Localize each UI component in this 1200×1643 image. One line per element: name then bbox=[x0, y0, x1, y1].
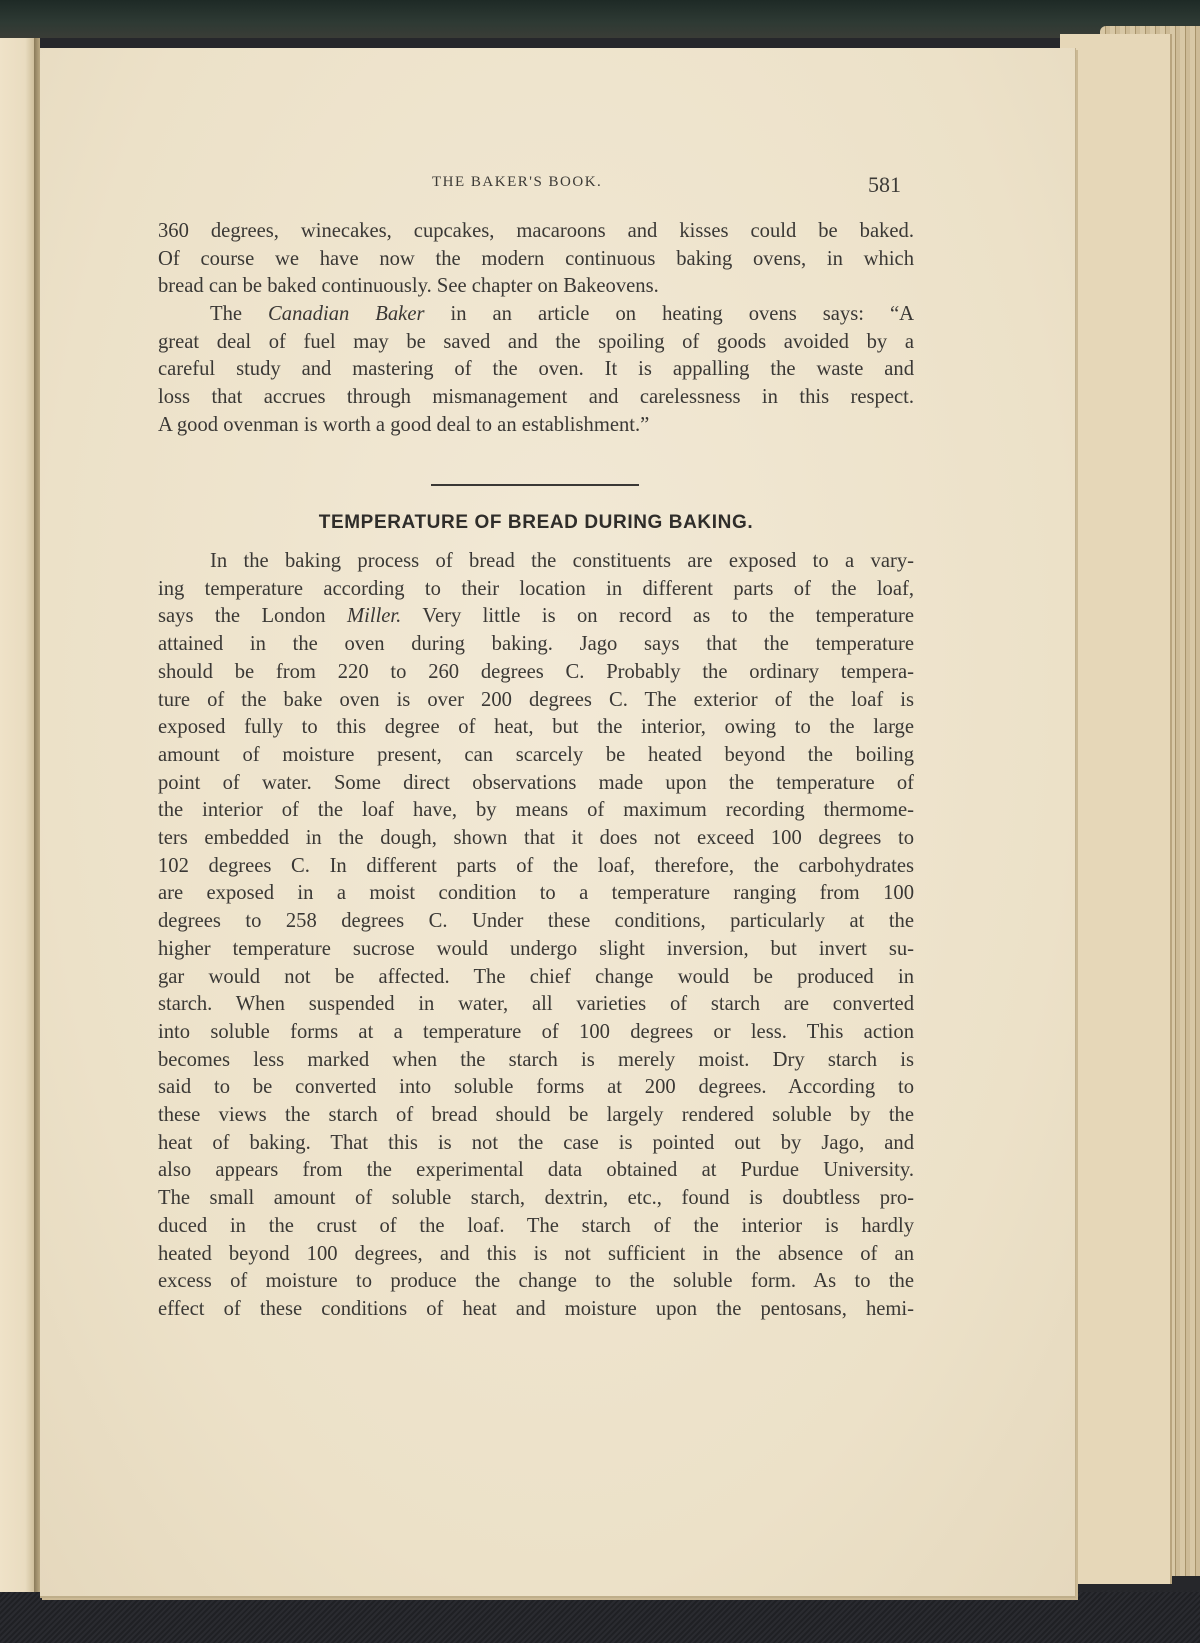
text-line: the interior of the loaf have, by means of maximum recording thermome- bbox=[158, 799, 914, 822]
paragraph-2 bbox=[158, 301, 914, 440]
text-line: should be from 220 to 260 degrees C. Probably the ordinary tempera- bbox=[158, 660, 914, 683]
text-line: ture of the bake oven is over 200 degrees C. The exterior of the loaf is bbox=[158, 688, 914, 711]
text-line: also appears from the experimental data obtained at Purdue University. bbox=[158, 1159, 914, 1182]
text-line: great deal of fuel may be saved and the spoiling of goods avoided by a bbox=[158, 330, 914, 353]
book-cover-bottom bbox=[0, 1592, 1200, 1643]
text-line: loss that accrues through mismanagement and carelessness in this respect. bbox=[158, 386, 914, 409]
publication-title: Canadian Baker bbox=[268, 303, 425, 325]
text-run: says the London bbox=[158, 605, 347, 628]
text-line: effect of these conditions of heat and moisture upon the pentosans, hemi- bbox=[158, 1297, 914, 1320]
text-line: attained in the oven during baking. Jago says that the temperature bbox=[158, 633, 914, 656]
underlying-page bbox=[1060, 34, 1172, 1584]
text-line: higher temperature sucrose would undergo slight inversion, but invert su- bbox=[158, 937, 914, 960]
text-line: exposed fully to this degree of heat, but the interior, owing to the large bbox=[158, 716, 914, 739]
text-line: 360 degrees, winecakes, cupcakes, macaroons and kisses could be baked. bbox=[158, 220, 914, 242]
text-run: The bbox=[210, 303, 269, 325]
text-line bbox=[158, 603, 914, 631]
text-line: said to be converted into soluble forms at 200 degrees. According to bbox=[158, 1076, 914, 1099]
facing-page-edge bbox=[0, 38, 36, 1598]
paragraph-1 bbox=[158, 218, 914, 301]
text-line: heat of baking. That this is not the case is pointed out by Jago, and bbox=[158, 1131, 914, 1154]
text-line: In the baking process of bread the constituents are exposed to a vary- bbox=[210, 550, 914, 572]
page-number: 581 bbox=[868, 172, 901, 197]
text-line: becomes less marked when the starch is merely moist. Dry starch is bbox=[158, 1048, 914, 1071]
text-line: these views the starch of bread should be largely rendered soluble by the bbox=[158, 1104, 914, 1127]
text-line: excess of moisture to produce the change to the soluble form. As to the bbox=[158, 1270, 914, 1293]
running-head-title: THE BAKER'S BOOK. bbox=[432, 174, 603, 190]
text-line: heated beyond 100 degrees, and this is not sufficient in the absence of an bbox=[158, 1242, 914, 1265]
text-line: 102 degrees C. In different parts of the loaf, therefore, the carbohydrates bbox=[158, 854, 914, 877]
text-line: ters embedded in the dough, shown that it does not exceed 100 degrees to bbox=[158, 827, 914, 850]
text-line: careful study and mastering of the oven. It is appalling the waste and bbox=[158, 358, 914, 381]
text-line: degrees to 258 degrees C. Under these conditions, particularly at the bbox=[158, 910, 914, 933]
text-line: gar would not be affected. The chief change would be produced in bbox=[158, 965, 914, 988]
text-line: Of course we have now the modern continuous baking ovens, in which bbox=[158, 247, 914, 270]
text-line: bread can be baked continuously. See chapter on Bakeovens. bbox=[158, 275, 659, 298]
section-heading: TEMPERATURE OF BREAD DURING BAKING. bbox=[318, 512, 754, 533]
text-line: The small amount of soluble starch, dextrin, etc., found is doubtless pro- bbox=[158, 1187, 914, 1210]
text-line: starch. When suspended in water, all varieties of starch are converted bbox=[158, 993, 914, 1016]
text-line bbox=[158, 301, 914, 329]
section-divider bbox=[431, 484, 639, 486]
text-line: A good ovenman is worth a good deal to an establishment.” bbox=[158, 413, 650, 436]
text-run: in an article on heating ovens says: “A bbox=[424, 303, 915, 325]
paragraph-3 bbox=[158, 548, 914, 1324]
book-cover-top bbox=[0, 0, 1200, 38]
publication-title: Miller. bbox=[346, 605, 402, 628]
text-line: point of water. Some direct observations made upon the temperature of bbox=[158, 771, 914, 794]
text-line: are exposed in a moist condition to a temperature ranging from 100 bbox=[158, 882, 914, 905]
text-line: ing temperature according to their location in different parts of the loaf, bbox=[158, 577, 914, 600]
text-line: into soluble forms at a temperature of 100 degrees or less. This action bbox=[158, 1020, 914, 1043]
text-line: amount of moisture present, can scarcely be heated beyond the boiling bbox=[158, 743, 914, 766]
text-run: Very little is on record as to the temperature bbox=[401, 605, 914, 628]
text-line: duced in the crust of the loaf. The starch of the interior is hardly bbox=[158, 1214, 914, 1237]
